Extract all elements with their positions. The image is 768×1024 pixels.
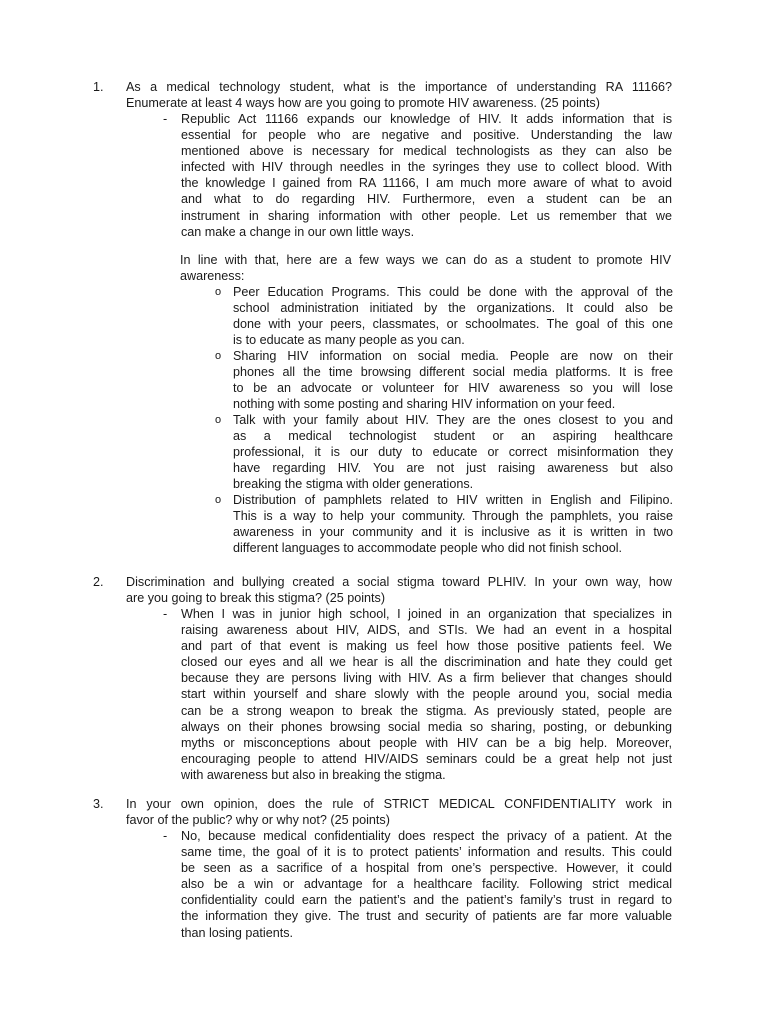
way-line: is to educate as many people as you can. — [233, 333, 465, 348]
prompt-line: In your own opinion, does the rule of STRICT MEDICAL CONFIDENTIALITY work in — [126, 797, 672, 811]
answer-line: confidentiality could earn the patient’s and the patient’s family’s trust in regard to — [181, 893, 672, 908]
way-line: This is a way to help your community. Through the pamphlets, you raise — [233, 509, 673, 524]
answer-line: myths or misconceptions about people with HIV can be a big help. Moreover, — [181, 735, 672, 750]
question-prompt — [126, 79, 672, 111]
answer-line: because they are persons living with HIV. As a firm believer that changes should — [181, 671, 672, 686]
way-line: Sharing HIV information on social media. People are now on their — [233, 349, 673, 363]
circle-bullet: o — [215, 414, 222, 426]
intro-line: awareness: — [180, 269, 245, 284]
answer-line: instrument in sharing information with other people. Let us remember that we — [181, 208, 672, 223]
answer-line: be seen as a sacrifice of a hospital from one’s perspective. However, it could — [181, 861, 672, 876]
way-line: phones all the time browsing different social media platforms. It is free — [233, 365, 673, 380]
question-number: 1. — [93, 80, 104, 94]
way-text — [233, 492, 673, 556]
answer-text — [181, 828, 672, 941]
ways-intro — [180, 252, 671, 284]
dash-bullet: - — [163, 607, 168, 621]
way-text — [233, 348, 673, 412]
answer-line: When I was in junior high school, I joined in an organization that specializes in — [181, 607, 672, 621]
prompt-line: As a medical technology student, what is the importance of understanding RA 11166? — [126, 80, 672, 94]
answer-line: always on their phones browsing social media so sharing, posting, or debunking — [181, 719, 672, 734]
answer-line: closed our eyes and all we hear is all the discrimination and hate they could get — [181, 655, 672, 670]
answer-line: No, because medical confidentiality does respect the privacy of a patient. At the — [181, 829, 672, 843]
prompt-line: favor of the public? why or why not? (25 points) — [126, 813, 390, 828]
way-line: professional, it is our duty to educate or correct misinformation they — [233, 445, 673, 460]
question-number: 3. — [93, 797, 104, 811]
answer-line: with awareness but also in breaking the stigma. — [181, 767, 446, 782]
intro-line: In line with that, here are a few ways we can do as a student to promote HIV — [180, 253, 671, 267]
way-line: Talk with your family about HIV. They are the ones closest to you and — [233, 413, 673, 427]
question-number: 2. — [93, 575, 104, 589]
prompt-line: Discrimination and bullying created a social stigma toward PLHIV. In your own way, how — [126, 575, 672, 589]
way-line: school administration initiated by the organizations. It could also be — [233, 301, 673, 316]
answer-text — [181, 111, 672, 240]
answer-line: than losing patients. — [181, 925, 294, 940]
answer-line: start within yourself and share slowly with the people around you, social media — [181, 687, 672, 702]
answer-line: the knowledge I gained from RA 11166, I am much more aware of what to avoid — [181, 176, 672, 191]
circle-bullet: o — [215, 286, 222, 298]
way-line: awareness in your community and it is inclusive as it is written in two — [233, 525, 673, 540]
answer-line: and what to do regarding HIV. Furthermore, even a student can be an — [181, 192, 672, 207]
way-line: done with your peers, classmates, or schoolmates. The goal of this one — [233, 317, 673, 332]
way-text — [233, 284, 673, 348]
way-line: different languages to accommodate people who did not finish school. — [233, 541, 623, 556]
dash-bullet: - — [163, 112, 168, 126]
question-prompt — [126, 574, 672, 606]
question-prompt — [126, 796, 672, 828]
way-line: Distribution of pamphlets related to HIV written in English and Filipino. — [233, 493, 673, 507]
answer-line: the information they give. The trust and security of patients are far more valuable — [181, 909, 672, 924]
prompt-line: Enumerate at least 4 ways how are you going to promote HIV awareness. (25 points) — [126, 96, 600, 111]
way-line: breaking the stigma with older generations. — [233, 477, 474, 492]
answer-line: mentioned above is necessary for medical technologists as they can also be — [181, 144, 672, 159]
dash-bullet: - — [163, 829, 168, 843]
way-line: as a medical technologist student or an aspiring healthcare — [233, 429, 673, 444]
way-line: to be an advocate or volunteer for HIV awareness so you will lose — [233, 381, 673, 396]
way-text — [233, 412, 673, 492]
circle-bullet: o — [215, 350, 222, 362]
way-line: nothing with some posting and sharing HIV information on your feed. — [233, 397, 616, 412]
answer-line: infected with HIV through needles in the syringes they use to collect blood. With — [181, 160, 672, 175]
answer-line: encouraging people to attend HIV/AIDS seminars could be a great help not just — [181, 751, 672, 766]
way-line: Peer Education Programs. This could be done with the approval of the — [233, 285, 673, 299]
answer-line: Republic Act 11166 expands our knowledge of HIV. It adds information that is — [181, 112, 672, 126]
answer-text — [181, 606, 672, 783]
answer-line: and part of that event is making us feel how those positive patients feel. We — [181, 639, 672, 654]
answer-line: raising awareness about HIV, AIDS, and STIs. We had an event in a hospital — [181, 623, 672, 638]
circle-bullet: o — [215, 494, 222, 506]
answer-line: can make a change in our own little ways. — [181, 224, 415, 239]
answer-line: essential for people who are negative and positive. Understanding the law — [181, 128, 672, 143]
way-line: have regarding HIV. You are not just raising awareness but also — [233, 461, 673, 476]
answer-line: also be a win or advantage for a healthcare facility. Following strict medical — [181, 877, 672, 892]
prompt-line: are you going to break this stigma? (25 points) — [126, 591, 386, 606]
answer-line: same time, the goal of it is to protect patients’ information and results. This could — [181, 845, 672, 860]
answer-line: can be a strong weapon to break the stigma. As previously stated, people are — [181, 703, 672, 718]
